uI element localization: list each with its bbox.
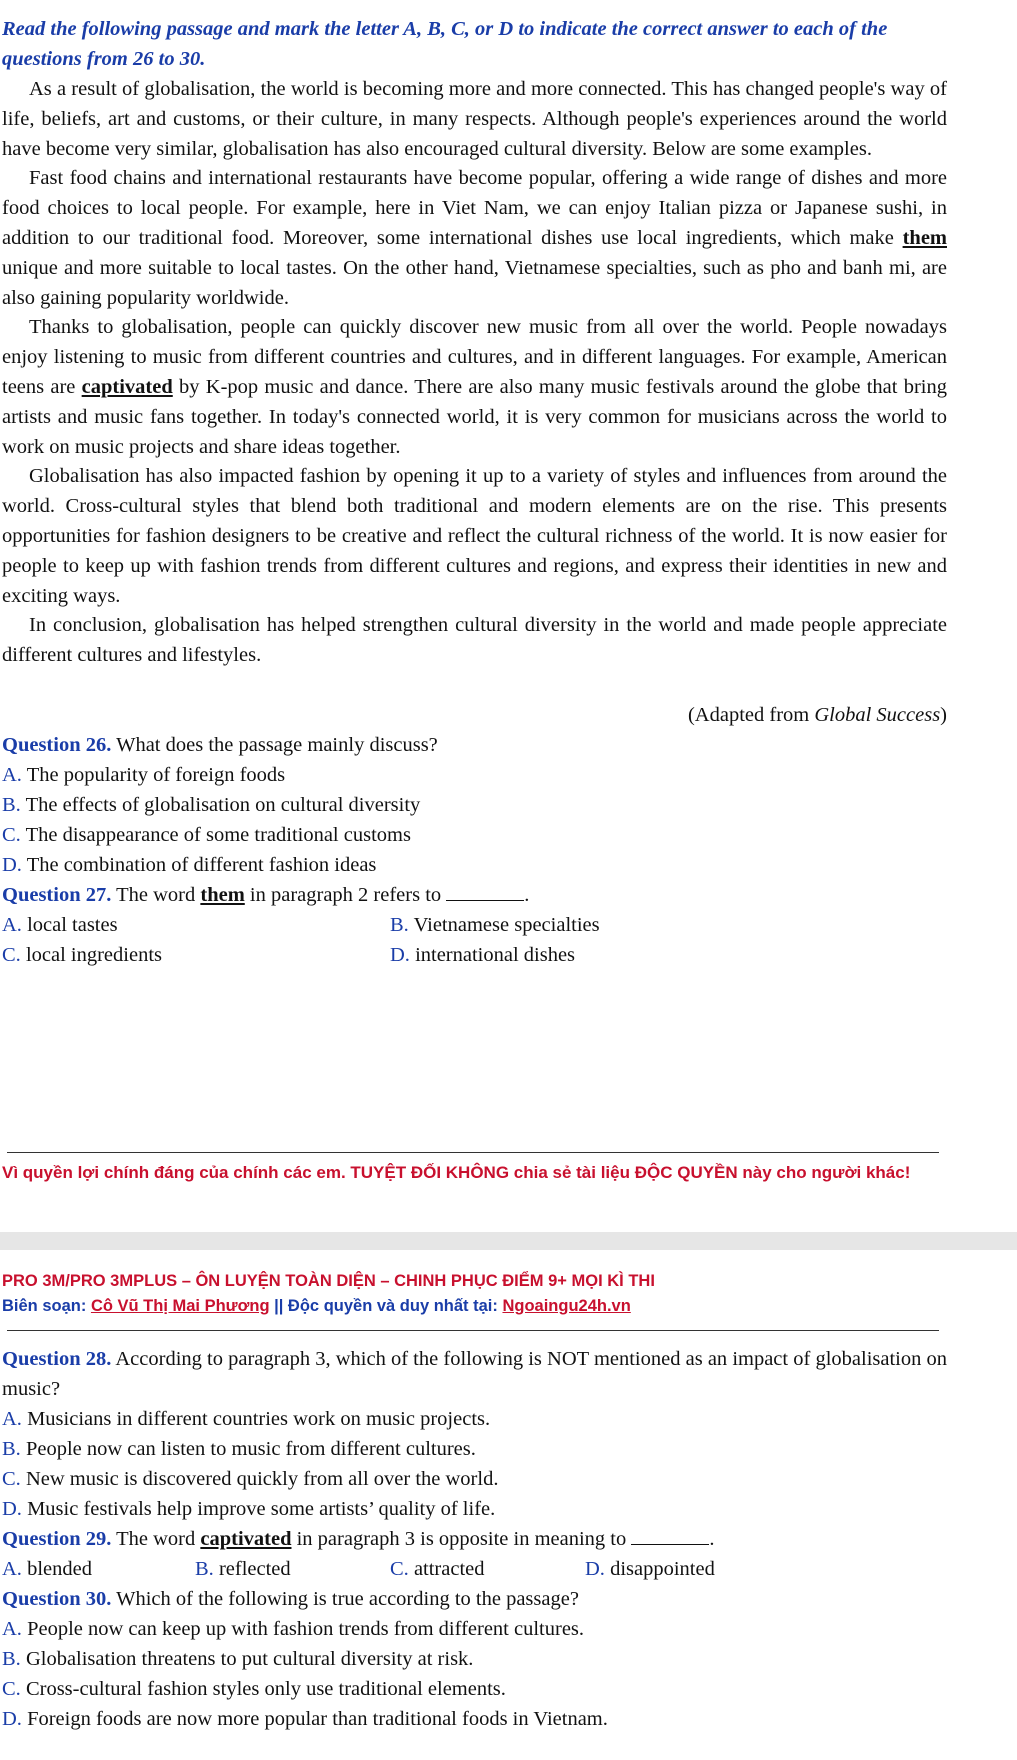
source-prefix: (Adapted from bbox=[687, 704, 815, 726]
option-letter: C. bbox=[2, 1678, 21, 1700]
q26-option-c[interactable] bbox=[2, 821, 411, 851]
option-text: blended bbox=[21, 1558, 92, 1580]
option-letter: D. bbox=[2, 1708, 22, 1730]
question-word: them bbox=[200, 884, 245, 906]
option-text: Cross-cultural fashion styles only use traditional elements. bbox=[20, 1678, 506, 1700]
paragraph-5: In conclusion, globalisation has helped strengthen cultural diversity in the world and made people appreciate different cultures and lifestyles. bbox=[2, 614, 947, 667]
option-letter: A. bbox=[2, 1618, 22, 1640]
option-letter: B. bbox=[2, 1648, 21, 1670]
option-letter: B. bbox=[390, 914, 409, 936]
option-letter: B. bbox=[195, 1558, 214, 1580]
option-text: local ingredients bbox=[20, 944, 162, 966]
option-letter: D. bbox=[585, 1558, 605, 1580]
question-end: . bbox=[709, 1528, 715, 1550]
option-letter: D. bbox=[2, 1498, 22, 1520]
question-text-a: The word bbox=[111, 884, 201, 906]
option-letter: B. bbox=[2, 1438, 21, 1460]
option-letter: A. bbox=[2, 1558, 22, 1580]
question-text: What does the passage mainly discuss? bbox=[111, 734, 438, 756]
question-label: Question 29. bbox=[2, 1528, 112, 1550]
option-text: People now can listen to music from different cultures. bbox=[20, 1438, 476, 1460]
question-label: Question 28. bbox=[2, 1348, 112, 1370]
header-divider bbox=[7, 1330, 939, 1331]
q30-option-a[interactable] bbox=[2, 1615, 584, 1645]
option-text: The popularity of foreign foods bbox=[21, 764, 286, 786]
option-letter: C. bbox=[2, 944, 21, 966]
option-letter: A. bbox=[2, 1408, 22, 1430]
passage bbox=[2, 75, 947, 671]
paragraph-4: Globalisation has also impacted fashion by opening it up to a variety of styles and influences from around the world. Cross-cultural styles that blend both traditional and modern elements are on the rise. This presents opportunities for fashion designers to be creative and reflect the cultural richness of the world. It is now easier for people to keep up with fashion trends from different cultures and regions, and express their identities in new and exciting ways. bbox=[2, 465, 947, 607]
q30-option-d[interactable] bbox=[2, 1705, 608, 1735]
paragraph-3-a: Thanks to globalisation, people can quickly discover new music from all over the world. People nowadays enjoy listening to music from different countries and cultures, and in different languages. For example, American teens are bbox=[2, 316, 947, 398]
option-text: The combination of different fashion ideas bbox=[21, 854, 377, 876]
question-27-stem bbox=[2, 881, 947, 911]
q27-option-a[interactable] bbox=[2, 911, 118, 941]
option-text: disappointed bbox=[604, 1558, 715, 1580]
question-text-a: The word bbox=[111, 1528, 201, 1550]
q27-option-b[interactable] bbox=[390, 911, 600, 941]
option-text: Music festivals help improve some artists’ quality of life. bbox=[21, 1498, 496, 1520]
option-text: Musicians in different countries work on music projects. bbox=[21, 1408, 491, 1430]
q29-option-d[interactable] bbox=[585, 1555, 715, 1585]
question-30-stem bbox=[2, 1585, 947, 1615]
source-citation bbox=[688, 701, 947, 731]
q27-option-d[interactable] bbox=[390, 941, 575, 971]
option-text: Vietnamese specialties bbox=[408, 914, 600, 936]
question-label: Question 26. bbox=[2, 734, 112, 756]
option-text: attracted bbox=[408, 1558, 485, 1580]
option-text: People now can keep up with fashion trends from different cultures. bbox=[21, 1618, 585, 1640]
option-letter: C. bbox=[390, 1558, 409, 1580]
instruction: Read the following passage and mark the letter A, B, C, or D to indicate the correct answer to each of the questions from 26 to 30. bbox=[2, 18, 888, 70]
q28-option-d[interactable] bbox=[2, 1495, 495, 1525]
underlined-word-them: them bbox=[902, 226, 947, 249]
question-29-stem bbox=[2, 1525, 947, 1555]
paragraph-2-a: Fast food chains and international restaurants have become popular, offering a wide range of dishes and more food choices to local people. For example, here in Viet Nam, we can enjoy Italian pizza or Japanese sushi, in addition to our traditional food. Moreover, some international dishes use local ingredients, which make bbox=[2, 167, 947, 249]
q28-option-a[interactable] bbox=[2, 1405, 490, 1435]
q28-option-b[interactable] bbox=[2, 1435, 476, 1465]
author-prefix: Biên soạn: bbox=[2, 1297, 91, 1315]
q30-option-b[interactable] bbox=[2, 1645, 473, 1675]
question-28-stem bbox=[2, 1345, 947, 1405]
course-header: PRO 3M/PRO 3MPLUS – ÔN LUYỆN TOÀN DIỆN – CHINH PHỤC ĐIỂM 9+ MỌI KÌ THI bbox=[2, 1272, 655, 1290]
option-text: local tastes bbox=[21, 914, 118, 936]
q29-option-c[interactable] bbox=[390, 1555, 485, 1585]
question-text-b: in paragraph 2 refers to bbox=[244, 884, 447, 906]
question-26-stem bbox=[2, 731, 947, 761]
q26-option-b[interactable] bbox=[2, 791, 420, 821]
option-text: The effects of globalisation on cultural diversity bbox=[20, 794, 421, 816]
underlined-word-captivated: captivated bbox=[81, 375, 173, 398]
option-text: reflected bbox=[213, 1558, 291, 1580]
question-word: captivated bbox=[200, 1528, 292, 1550]
source-title: Global Success bbox=[814, 704, 941, 726]
q26-option-a[interactable] bbox=[2, 761, 285, 791]
question-label: Question 30. bbox=[2, 1588, 112, 1610]
answer-blank bbox=[446, 882, 524, 901]
question-label: Question 27. bbox=[2, 884, 112, 906]
option-letter: A. bbox=[2, 914, 22, 936]
option-text: The disappearance of some traditional customs bbox=[20, 824, 411, 846]
author-name: Cô Vũ Thị Mai Phương bbox=[90, 1297, 270, 1315]
option-letter: C. bbox=[2, 1468, 21, 1490]
option-letter: B. bbox=[2, 794, 21, 816]
page-gap bbox=[0, 1232, 1017, 1250]
answer-blank bbox=[631, 1526, 709, 1545]
option-letter: C. bbox=[2, 824, 21, 846]
paragraph-2 bbox=[2, 164, 947, 313]
footer-divider bbox=[7, 1152, 939, 1153]
option-text: Globalisation threatens to put cultural diversity at risk. bbox=[20, 1648, 474, 1670]
question-text: According to paragraph 3, which of the following is NOT mentioned as an impact of globalisation on music? bbox=[2, 1348, 947, 1400]
author-line bbox=[2, 1297, 631, 1316]
q28-option-c[interactable] bbox=[2, 1465, 498, 1495]
paragraph-2-b: unique and more suitable to local tastes. On the other hand, Vietnamese specialties, such as pho and banh mi, are also gaining popularity worldwide. bbox=[2, 256, 947, 309]
q29-option-b[interactable] bbox=[195, 1555, 291, 1585]
paragraph-3-b: by K-pop music and dance. There are also many music festivals around the globe that bring artists and music fans together. In today's connected world, it is very common for musicians across the world to work on music projects and share ideas together. bbox=[2, 375, 947, 458]
q26-option-d[interactable] bbox=[2, 851, 376, 881]
option-text: New music is discovered quickly from all over the world. bbox=[20, 1468, 499, 1490]
copyright-notice: Vì quyền lợi chính đáng của chính các em. TUYỆT ĐỐI KHÔNG chia sẻ tài liệu ĐỘC QUYỀN này cho người khác! bbox=[2, 1163, 911, 1182]
option-letter: D. bbox=[390, 944, 410, 966]
question-text-b: in paragraph 3 is opposite in meaning to bbox=[291, 1528, 632, 1550]
question-end: . bbox=[524, 884, 530, 906]
option-text: Foreign foods are now more popular than traditional foods in Vietnam. bbox=[21, 1708, 608, 1730]
option-letter: A. bbox=[2, 764, 22, 786]
paragraph-1: As a result of globalisation, the world is becoming more and more connected. This has changed people's way of life, beliefs, art and customs, or their culture, in many respects. Although people's experiences around the world have become very similar, globalisation has also encouraged cultural diversity. Below are some examples. bbox=[2, 78, 947, 160]
site-link[interactable]: Ngoaingu24h.vn bbox=[502, 1297, 631, 1315]
source-suffix: ) bbox=[940, 704, 947, 726]
q29-option-a[interactable] bbox=[2, 1555, 92, 1585]
q27-option-c[interactable] bbox=[2, 941, 162, 971]
option-letter: D. bbox=[2, 854, 22, 876]
exclusive-text: || Độc quyền và duy nhất tại: bbox=[269, 1297, 503, 1315]
option-text: international dishes bbox=[409, 944, 576, 966]
q30-option-c[interactable] bbox=[2, 1675, 506, 1705]
paragraph-3 bbox=[2, 313, 947, 462]
question-text: Which of the following is true according to the passage? bbox=[111, 1588, 579, 1610]
